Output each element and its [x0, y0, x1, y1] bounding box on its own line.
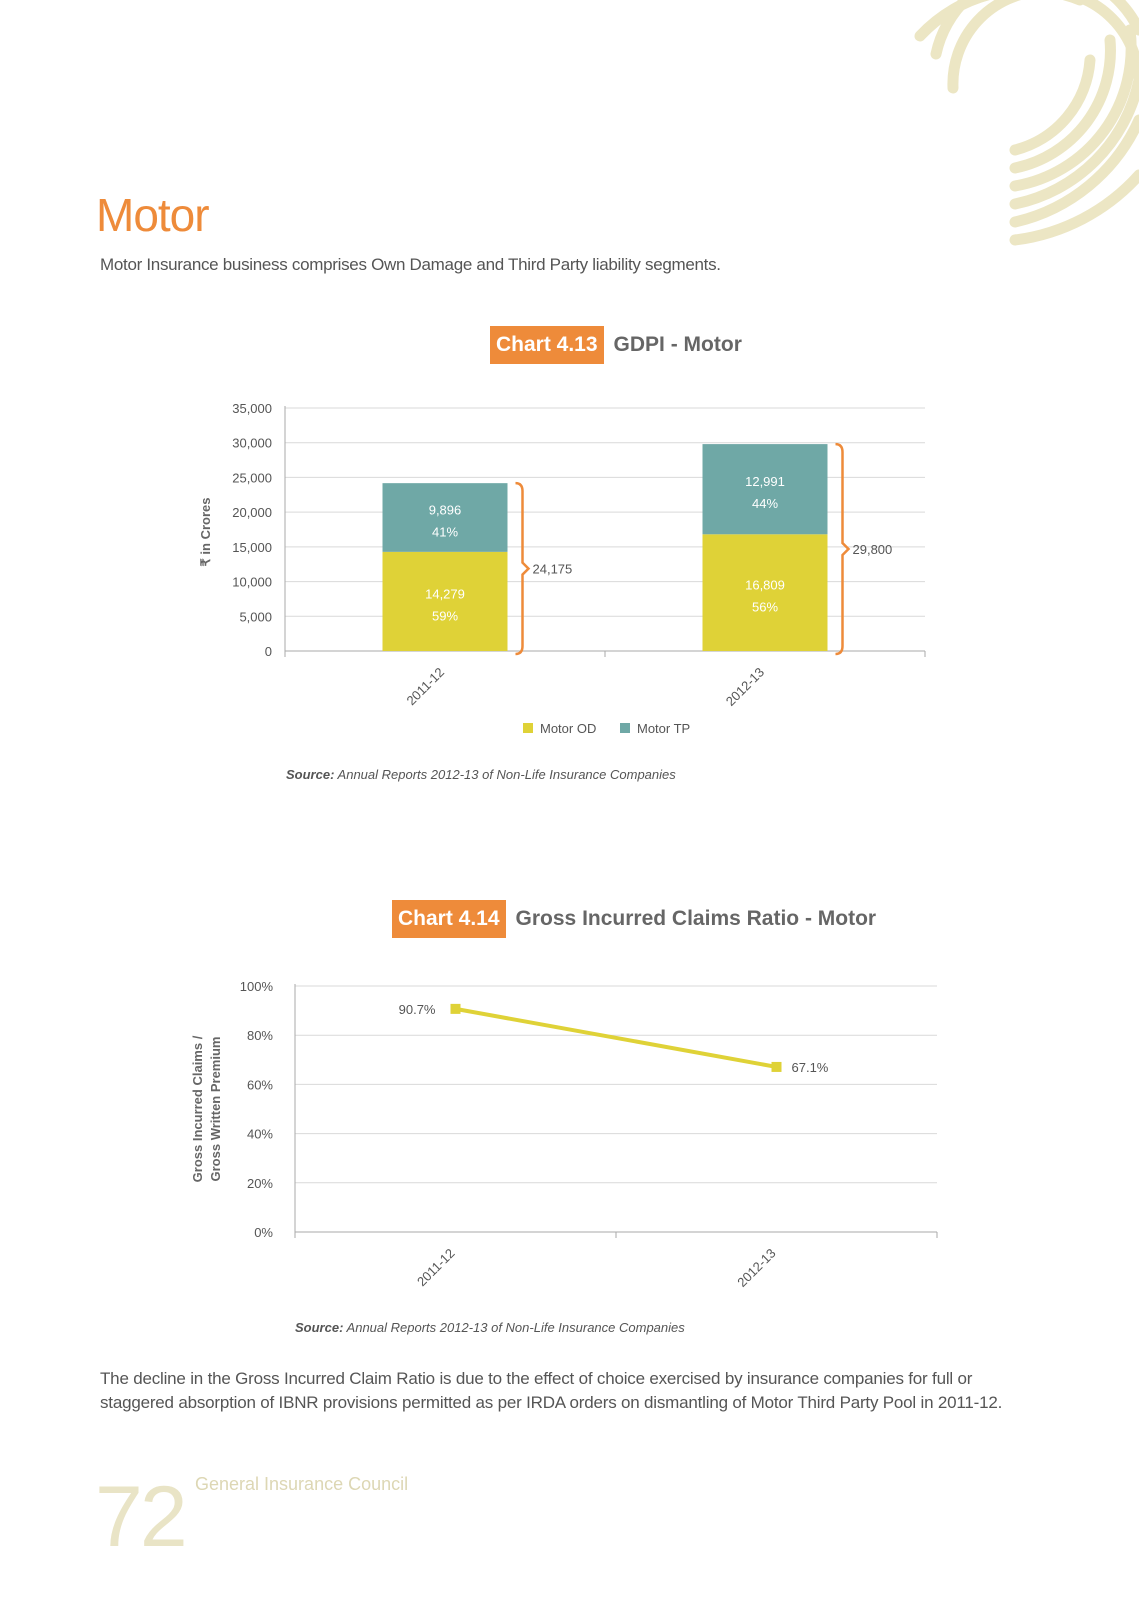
chart2-title: Gross Incurred Claims Ratio - Motor	[515, 907, 877, 930]
y-tick-label: 35,000	[232, 401, 272, 416]
total-bracket	[836, 444, 849, 654]
x-category-label: 2012-13	[734, 1245, 779, 1290]
bar-value-label: 9,896	[428, 502, 462, 518]
ratio-point	[451, 1004, 461, 1014]
y-tick-label: 20,000	[232, 505, 272, 521]
bar-percent-label: 59%	[431, 608, 459, 624]
chart1-title: GDPI - Motor	[613, 333, 742, 356]
y-tick-label: 30,000	[232, 435, 272, 451]
bar-value-label: 14,279	[425, 586, 465, 602]
x-category-label: 2011-12	[403, 664, 448, 709]
bar-percent-label: 44%	[751, 496, 779, 512]
y-axis-title-line2: Gross Written Premium	[208, 1036, 223, 1182]
y-tick-label: 20%	[246, 1175, 273, 1191]
y-tick-label: 60%	[246, 1077, 273, 1093]
section-intro: Motor Insurance business comprises Own Damage and Third Party liability segments.	[100, 255, 721, 274]
page-number: 72	[95, 1469, 185, 1565]
chart1-tag: Chart 4.13	[490, 326, 604, 364]
y-tick-label: 5,000	[239, 609, 272, 625]
legend-label: Motor TP	[637, 721, 691, 736]
body-paragraph: The decline in the Gross Incurred Claim Ratio is due to the effect of choice exercised by insurance companies for full or staggered absorption of IBNR provisions permitted as per IRDA orders on dismantling of Motor Third Party Pool in 2011-12.	[100, 1369, 1003, 1412]
chart2-header	[392, 900, 876, 938]
ratio-line	[456, 1009, 777, 1067]
y-tick-label: 80%	[246, 1028, 273, 1044]
chart2-source-label: Source:	[295, 1320, 344, 1335]
bar-value-label: 12,991	[745, 474, 785, 490]
ratio-point	[772, 1062, 782, 1072]
bar-value-label: 16,809	[745, 577, 785, 593]
legend-label: Motor OD	[540, 721, 597, 736]
x-category-label: 2012-13	[722, 664, 768, 709]
chart1-header	[490, 326, 742, 364]
y-tick-label: 15,000	[232, 539, 272, 555]
y-tick-label: 100%	[239, 979, 273, 994]
y-tick-label: 25,000	[232, 470, 272, 486]
y-tick-label: 40%	[246, 1126, 273, 1142]
y-axis-title: ₹ in Crores	[198, 497, 213, 567]
chart2-source-text: Annual Reports 2012-13 of Non-Life Insurance Companies	[346, 1320, 685, 1335]
chart2-source	[295, 1320, 685, 1335]
ratio-point-label: 90.7%	[398, 1001, 436, 1017]
bar-percent-label: 41%	[431, 524, 459, 540]
chart1-source	[286, 767, 676, 782]
y-tick-label: 0%	[254, 1225, 273, 1240]
claims-ratio-chart	[0, 965, 1139, 1295]
y-tick-label: 0	[264, 644, 272, 659]
total-label: 29,800	[852, 542, 893, 558]
bar-percent-label: 56%	[751, 599, 779, 615]
legend-swatch	[620, 723, 630, 733]
chart1-source-text: Annual Reports 2012-13 of Non-Life Insurance Companies	[337, 767, 676, 782]
total-bracket	[516, 483, 529, 654]
section-title: Motor	[96, 189, 209, 241]
total-label: 24,175	[532, 561, 573, 577]
chart2-tag: Chart 4.14	[392, 900, 506, 938]
ratio-point-label: 67.1%	[791, 1059, 829, 1075]
x-category-label: 2011-12	[413, 1245, 458, 1290]
chart1-source-label: Source:	[286, 767, 335, 782]
y-tick-label: 10,000	[232, 574, 272, 590]
publisher-name: General Insurance Council	[195, 1474, 409, 1494]
gdpi-motor-chart	[0, 390, 1139, 750]
legend-swatch	[523, 723, 533, 733]
y-axis-title-line1: Gross Incurred Claims /	[190, 1035, 205, 1183]
